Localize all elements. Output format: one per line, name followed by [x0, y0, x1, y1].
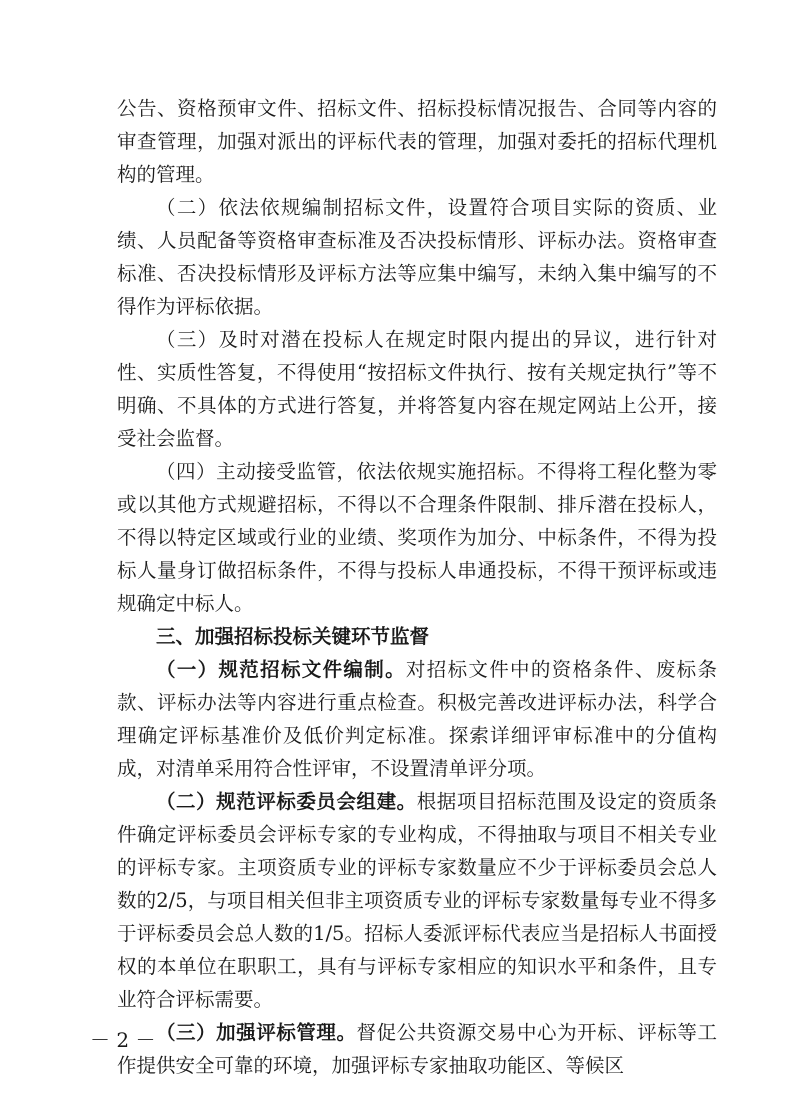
- section-text: 督促公共资源交易中心为开标、评标等工作提供安全可靠的环境，加强评标专家抽取功能区、等候区: [117, 1021, 717, 1077]
- section-lead: （三）加强评标管理。: [156, 1021, 357, 1044]
- paragraph-text: （四）主动接受监管，依法依规实施招标。不得将工程化整为零或以其他方式规避招标，不得以不合理条件限制、排斥潜在投标人，不得以特定区域或行业的业绩、奖项作为加分、中标条件，不得为投标人量身订做招标条件，不得与投标人串通投标，不得干预评标或违规确定中标人。: [117, 460, 717, 615]
- paragraph-continuation: [117, 92, 717, 191]
- section-lead: （二）规范评标委员会组建。: [156, 790, 417, 813]
- paragraph-item-3: [117, 323, 717, 455]
- paragraph-text: 公告、资格预审文件、招标文件、招标投标情况报告、合同等内容的审查管理，加强对派出的评标代表的管理，加强对委托的招标代理机构的管理。: [117, 97, 717, 186]
- body-text: [117, 92, 717, 1082]
- page-number: － 2 －: [90, 1028, 156, 1052]
- paragraph-item-2: [117, 191, 717, 323]
- section-item-3: [117, 1016, 717, 1082]
- section-lead: （一）规范招标文件编制。: [156, 658, 406, 681]
- paragraph-text: （三）及时对潜在投标人在规定时限内提出的异议，进行针对性、实质性答复，不得使用“按招标文件执行、按有关规定执行”等不明确、不具体的方式进行答复，并将答复内容在规定网站上公开，接受社会监督。: [117, 328, 717, 450]
- section-item-2: [117, 785, 717, 1016]
- section-text: 对招标文件中的资格条件、废标条款、评标办法等内容进行重点检查。积极完善改进评标办法，科学合理确定评标基准价及低价判定标准。探索详细评审标准中的分值构成，对清单采用符合性评审，不设置清单评分项。: [117, 658, 717, 780]
- section-text: 根据项目招标范围及设定的资质条件确定评标委员会评标专家的专业构成，不得抽取与项目不相关专业的评标专家。主项资质专业的评标专家数量应不少于评标委员会总人数的2/5，与项目相关但非主项资质专业的评标专家数量每专业不得多于评标委员会总人数的1/5。招标人委派评标代表应当是招标人书面授权的本单位在职职工，具有与评标专家相应的知识水平和条件，且专业符合评标需要。: [117, 790, 717, 1011]
- section-heading: 三、加强招标投标关键环节监督: [156, 625, 430, 648]
- paragraph-item-4: [117, 455, 717, 620]
- paragraph-text: （二）依法依规编制招标文件，设置符合项目实际的资质、业绩、人员配备等资格审查标准及否决投标情形、评标办法。资格审查标准、否决投标情形及评标方法等应集中编写，未纳入集中编写的不得作为评标依据。: [117, 196, 717, 318]
- section-item-1: [117, 653, 717, 785]
